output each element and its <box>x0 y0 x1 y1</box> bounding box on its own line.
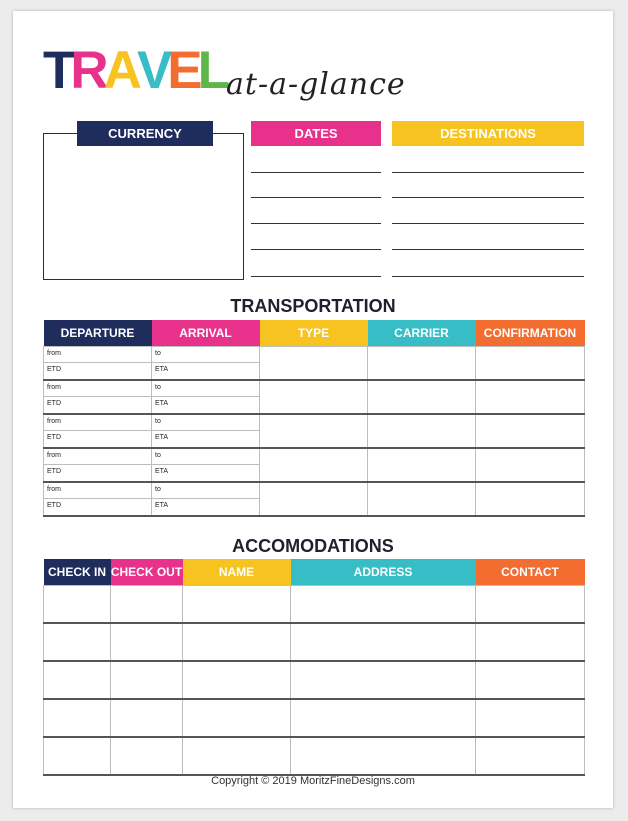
name-cell[interactable] <box>183 623 291 661</box>
arrival-cell[interactable] <box>152 414 260 448</box>
confirmation-cell[interactable] <box>476 448 585 482</box>
dates-line[interactable] <box>251 197 381 198</box>
accommodation-row <box>44 737 585 775</box>
carrier-cell[interactable] <box>368 380 476 414</box>
destinations-line[interactable] <box>392 276 584 277</box>
transport-row <box>44 448 585 482</box>
contact-cell[interactable] <box>476 586 585 624</box>
eta-label: ETA <box>155 434 169 441</box>
eta-label: ETA <box>155 468 169 475</box>
check-in-cell[interactable] <box>44 699 111 737</box>
column-check-out: CHECK OUT <box>111 559 183 586</box>
type-cell[interactable] <box>260 347 368 381</box>
from-label: from <box>44 347 151 363</box>
to-label: to <box>152 415 259 431</box>
etd-label: ETD <box>47 400 61 407</box>
eta-label: ETA <box>155 366 169 373</box>
arrival-cell[interactable] <box>152 448 260 482</box>
accommodations-table <box>43 559 585 776</box>
destinations-line[interactable] <box>392 249 584 250</box>
transport-row <box>44 414 585 448</box>
departure-cell[interactable] <box>44 380 152 414</box>
address-cell[interactable] <box>291 661 476 699</box>
name-cell[interactable] <box>183 737 291 775</box>
address-cell[interactable] <box>291 737 476 775</box>
transport-row <box>44 380 585 414</box>
title-script: at-a-glance <box>226 67 406 102</box>
contact-cell[interactable] <box>476 737 585 775</box>
etd-label: ETD <box>47 502 61 509</box>
name-cell[interactable] <box>183 699 291 737</box>
copyright-footer: Copyright © 2019 MoritzFineDesigns.com <box>211 775 415 787</box>
title-letter-r: R <box>70 41 104 100</box>
check-in-cell[interactable] <box>44 623 111 661</box>
check-in-cell[interactable] <box>44 661 111 699</box>
name-cell[interactable] <box>183 661 291 699</box>
destinations-header: DESTINATIONS <box>392 121 584 146</box>
accommodation-row <box>44 699 585 737</box>
confirmation-cell[interactable] <box>476 347 585 381</box>
to-label: to <box>152 381 259 397</box>
accommodations-title: ACCOMODATIONS <box>232 536 394 556</box>
name-cell[interactable] <box>183 586 291 624</box>
column-type: TYPE <box>260 320 368 347</box>
type-cell[interactable] <box>260 482 368 516</box>
column-departure: DEPARTURE <box>44 320 152 347</box>
etd-label: ETD <box>47 468 61 475</box>
check-out-cell[interactable] <box>111 623 183 661</box>
contact-cell[interactable] <box>476 623 585 661</box>
address-cell[interactable] <box>291 586 476 624</box>
check-in-cell[interactable] <box>44 737 111 775</box>
title-letter-l: L <box>197 41 226 100</box>
carrier-cell[interactable] <box>368 414 476 448</box>
etd-label: ETD <box>47 366 61 373</box>
check-out-cell[interactable] <box>111 737 183 775</box>
check-out-cell[interactable] <box>111 699 183 737</box>
from-label: from <box>44 483 151 499</box>
from-label: from <box>44 381 151 397</box>
transportation-title: TRANSPORTATION <box>230 296 396 316</box>
accommodation-row <box>44 586 585 624</box>
confirmation-cell[interactable] <box>476 414 585 448</box>
check-out-cell[interactable] <box>111 586 183 624</box>
departure-cell[interactable] <box>44 414 152 448</box>
title-letter-t: T <box>43 41 71 100</box>
currency-header: CURRENCY <box>77 121 213 146</box>
column-arrival: ARRIVAL <box>152 320 260 347</box>
check-in-cell[interactable] <box>44 586 111 624</box>
check-out-cell[interactable] <box>111 661 183 699</box>
title-letter-a: A <box>103 41 137 100</box>
type-cell[interactable] <box>260 380 368 414</box>
accommodation-row <box>44 623 585 661</box>
departure-cell[interactable] <box>44 347 152 381</box>
currency-box <box>43 133 244 280</box>
address-cell[interactable] <box>291 699 476 737</box>
address-cell[interactable] <box>291 623 476 661</box>
accommodation-row <box>44 661 585 699</box>
dates-line[interactable] <box>251 276 381 277</box>
from-label: from <box>44 415 151 431</box>
dates-line[interactable] <box>251 249 381 250</box>
etd-label: ETD <box>47 434 61 441</box>
destinations-line[interactable] <box>392 223 584 224</box>
column-confirmation: CONFIRMATION <box>476 320 585 347</box>
to-label: to <box>152 449 259 465</box>
to-label: to <box>152 483 259 499</box>
printable-page <box>13 11 613 808</box>
contact-cell[interactable] <box>476 699 585 737</box>
dates-line[interactable] <box>251 223 381 224</box>
carrier-cell[interactable] <box>368 482 476 516</box>
confirmation-cell[interactable] <box>476 380 585 414</box>
destinations-line[interactable] <box>392 197 584 198</box>
transportation-table <box>43 320 585 517</box>
title-letter-e: E <box>167 41 198 100</box>
departure-cell[interactable] <box>44 448 152 482</box>
carrier-cell[interactable] <box>368 347 476 381</box>
departure-cell[interactable] <box>44 482 152 516</box>
column-address: ADDRESS <box>291 559 476 586</box>
column-contact: CONTACT <box>476 559 585 586</box>
transport-row <box>44 347 585 381</box>
arrival-cell[interactable] <box>152 347 260 381</box>
transport-row <box>44 482 585 516</box>
arrival-cell[interactable] <box>152 380 260 414</box>
destinations-line[interactable] <box>392 172 584 173</box>
contact-cell[interactable] <box>476 661 585 699</box>
eta-label: ETA <box>155 400 169 407</box>
travel-title <box>43 41 225 101</box>
carrier-cell[interactable] <box>368 448 476 482</box>
arrival-cell[interactable] <box>152 482 260 516</box>
column-name: NAME <box>183 559 291 586</box>
type-cell[interactable] <box>260 414 368 448</box>
eta-label: ETA <box>155 502 169 509</box>
from-label: from <box>44 449 151 465</box>
column-check-in: CHECK IN <box>44 559 111 586</box>
type-cell[interactable] <box>260 448 368 482</box>
dates-line[interactable] <box>251 172 381 173</box>
to-label: to <box>152 347 259 363</box>
title-letter-v: V <box>136 41 168 100</box>
column-carrier: CARRIER <box>368 320 476 347</box>
dates-header: DATES <box>251 121 381 146</box>
confirmation-cell[interactable] <box>476 482 585 516</box>
